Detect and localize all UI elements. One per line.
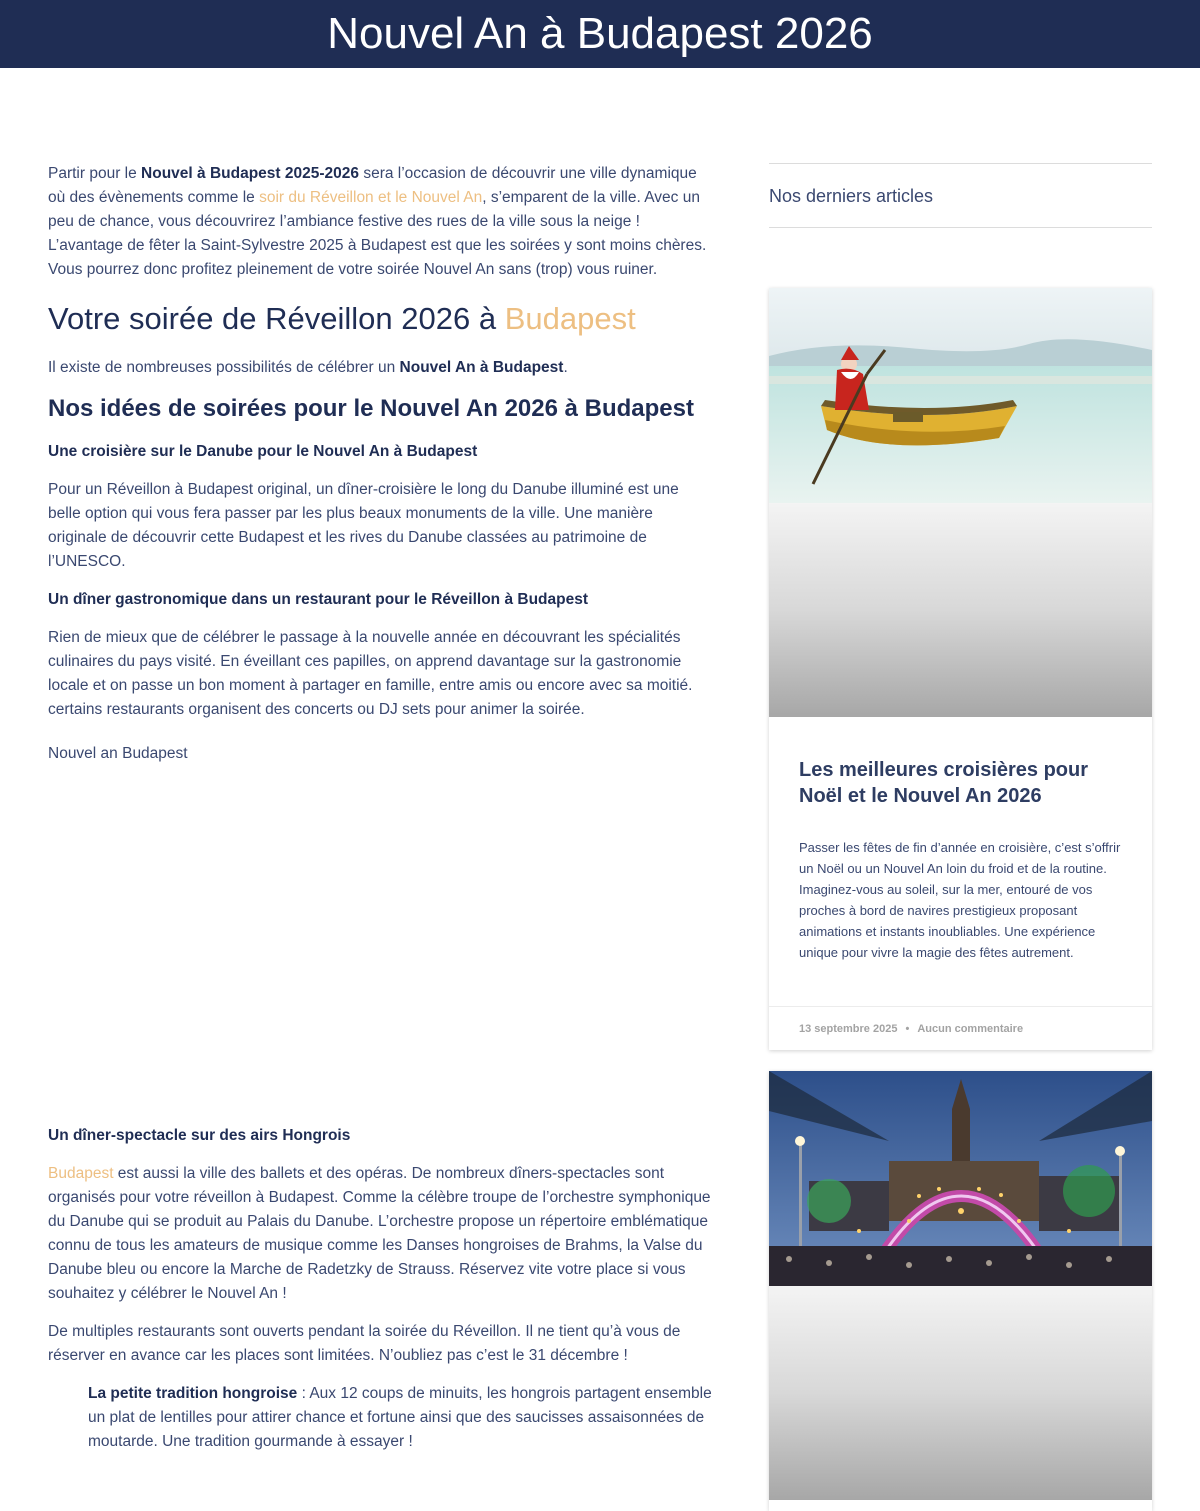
article-card[interactable] [769, 288, 1152, 1050]
article-card-image[interactable] [769, 1071, 1152, 1500]
ideas-heading: Nos idées de soirées pour le Nouvel An 2026 à Budapest [48, 395, 694, 422]
restaurants-paragraph: De multiples restaurants sont ouverts pendant la soirée du Réveillon. Il ne tient qu’à vous de réserver en avance car les places sont limitées. N’oubliez pas c’est le 31 décembre ! [48, 1323, 681, 1364]
article-content [48, 162, 712, 1454]
article-card-body [769, 717, 1152, 963]
section1-paragraph: Il existe de nombreuses possibilités de célébrer un Nouvel An à Budapest. [48, 359, 568, 376]
site-header [0, 0, 1200, 68]
article-card-image[interactable] [769, 288, 1152, 717]
article-card-meta [769, 1006, 1152, 1050]
subheading-cruise: Une croisière sur le Danube pour le Nouvel An à Budapest [48, 443, 478, 460]
article-card[interactable] [769, 1071, 1152, 1511]
article-card-excerpt: Passer les fêtes de fin d’année en croisière, c’est s’offrir un Noël ou un Nouvel An loin du froid et de la routine. Imaginez-vous au soleil, sur la mer, entouré de vos proches à bord de navires prestigieux proposant animations et instants inoubliables. Une expérience unique pour vivre la magie des fêtes autrement. [799, 840, 1121, 960]
reveillon-link[interactable]: soir du Réveillon et le Nouvel An [259, 189, 483, 206]
intro-bold: Nouvel à Budapest 2025-2026 [141, 165, 360, 182]
broken-image: Nouvel an Budapest [48, 745, 188, 762]
article-date: 13 septembre 2025 [799, 1023, 898, 1035]
sidebar-title: Nos derniers articles [769, 186, 934, 206]
subheading-spectacle: Un dîner-spectacle sur des airs Hongrois [48, 1127, 351, 1144]
section-heading-reveillon: Votre soirée de Réveillon 2026 à Budapest [48, 301, 636, 336]
restaurant-paragraph: Rien de mieux que de célébrer le passage à la nouvelle année en découvrant les spécialités culinaires du pays visité. En éveillant ces papilles, on apprend davantage sur la gastronomie locale et on passe un bon moment à partager en famille, entre amis ou encore avec sa moitié. certains restaurants organisent des concerts ou DJ sets pour animer la soirée. [48, 629, 693, 718]
sidebar [769, 163, 1152, 228]
meta-separator: • [905, 1023, 910, 1035]
article-card-title[interactable]: Les meilleures croisières pour Noël et le Nouvel An 2026 [799, 759, 1089, 807]
subheading-restaurant: Un dîner gastronomique dans un restaurant pour le Réveillon à Budapest [48, 591, 589, 608]
article-comments[interactable]: Aucun commentaire [917, 1023, 1024, 1035]
budapest-link-2[interactable]: Budapest [48, 1165, 114, 1182]
cruise-paragraph: Pour un Réveillon à Budapest original, un dîner-croisière le long du Danube illuminé est une belle option qui vous fera passer par les plus beaux monuments de la ville. Une manière originale de découvrir cette Budapest et les rives du Danube classées au patrimoine de l’UNESCO. [48, 481, 679, 570]
page-title: Nouvel An à Budapest 2026 [327, 9, 873, 58]
santa-boat-image [769, 288, 1152, 503]
tradition-quote: La petite tradition hongroise : Aux 12 coups de minuits, les hongrois partagent ensemble un plat de lentilles pour attirer chance et fortune ainsi que des saucisses assaisonnées de moutarde. Une tradition gourmande à essayer ! [88, 1385, 712, 1450]
spectacle-paragraph: Budapest est aussi la ville des ballets et des opéras. De nombreux dîners-spectacles sont organisés pour votre réveillon à Budapest. Comme la célèbre troupe de l’orchestre symphonique du Danube qui se produit au Palais du Danube. L’orchestre propose un répertoire emblématique connu de tous les amateurs de musique comme les Danses hongroises de Brahms, la Valse du Danube bleu ou encore la Marche de Radetzky de Strauss. Réservez vite votre place si vous souhaitez y célébrer le Nouvel An ! [48, 1165, 711, 1302]
christmas-market-image [769, 1071, 1152, 1286]
divider [769, 227, 1152, 228]
budapest-link[interactable]: Budapest [504, 301, 636, 336]
intro-paragraph: Partir pour le Nouvel à Budapest 2025-2026 sera l’occasion de découvrir une ville dynamique où des évènements comme le soir du Réveillon et le Nouvel An, s’emparent de la ville. Avec un peu de chance, vous découvrirez l’ambiance festive des rues de la ville sous la neige ! L’avantage de fêter la Saint-Sylvestre 2025 à Budapest est que les soirées y sont moins chères. Vous pourrez donc profitez pleinement de votre soirée Nouvel An sans (trop) vous ruiner. [48, 165, 707, 278]
